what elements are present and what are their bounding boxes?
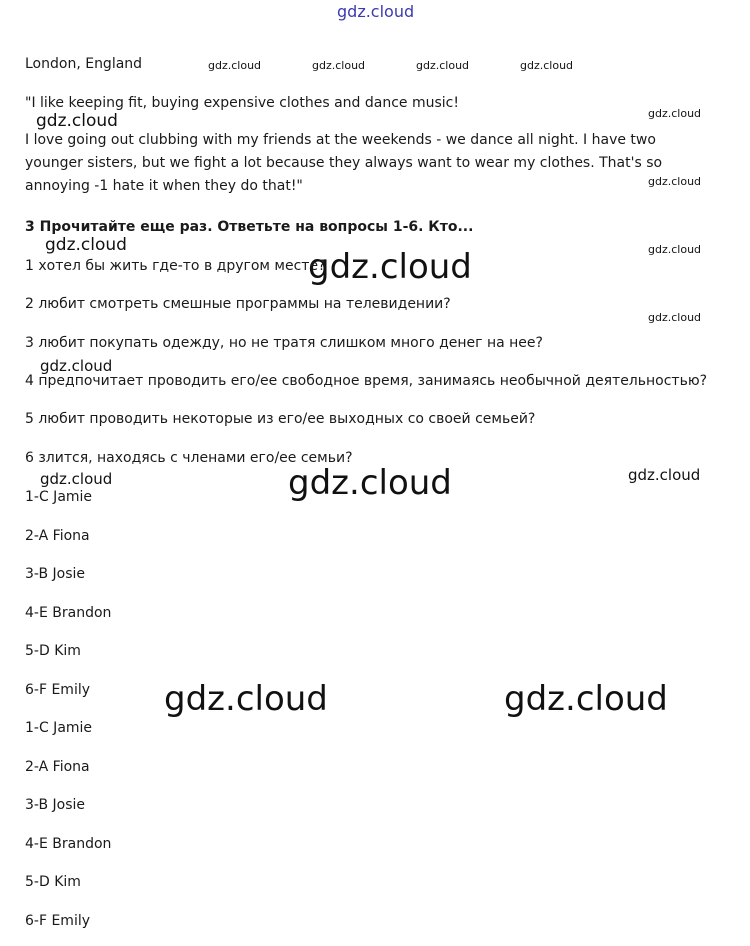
answer-item: 5-D Kim [25, 874, 81, 890]
watermark: gdz.cloud [520, 59, 574, 72]
answer-item: 6-F Emily [25, 682, 91, 698]
question-5: 5 любит проводить некоторые из его/ее выходных со своей семьей? [25, 411, 536, 427]
watermark-large: gdz.cloud [288, 463, 452, 503]
location-line: London, England [25, 56, 143, 72]
watermark: gdz.cloud [648, 107, 702, 120]
question-1: 1 хотел бы жить где-то в другом месте? [25, 258, 326, 274]
watermark: gdz.cloud [45, 235, 127, 255]
watermark: gdz.cloud [648, 311, 702, 324]
question-4: 4 предпочитает проводить его/ее свободное время, занимаясь необычной деятельностью? [25, 373, 708, 389]
watermark: gdz.cloud [416, 59, 470, 72]
watermark-large: gdz.cloud [308, 247, 472, 287]
answer-item: 4-E Brandon [25, 605, 112, 621]
question-3: 3 любит покупать одежду, но не тратя слишком много денег на нее? [25, 335, 543, 351]
watermark: gdz.cloud [648, 175, 702, 188]
watermark: gdz.cloud [628, 466, 701, 484]
watermark: gdz.cloud [40, 357, 113, 375]
question-6: 6 злится, находясь с членами его/ее семьи? [25, 450, 353, 466]
answer-item: 2-A Fiona [25, 528, 90, 544]
quote-first-line: "I like keeping fit, buying expensive clothes and dance music! [25, 95, 459, 111]
watermark: gdz.cloud [648, 243, 702, 256]
watermark: gdz.cloud [40, 470, 113, 488]
answer-item: 6-F Emily [25, 913, 91, 929]
watermark-large: gdz.cloud [164, 679, 328, 719]
watermark-top: gdz.cloud [337, 2, 415, 21]
quote-body: I love going out clubbing with my friends at the weekends - we dance all night. I have two younger sisters, but we fight a lot because they always want to wear my clothes. That's so annoying -1 hate it when they do that!" [25, 132, 663, 194]
answer-item: 3-B Josie [25, 566, 86, 582]
watermark-large: gdz.cloud [504, 679, 668, 719]
answer-item: 2-A Fiona [25, 759, 90, 775]
question-2: 2 любит смотреть смешные программы на телевидении? [25, 296, 451, 312]
answer-item: 1-C Jamie [25, 489, 93, 505]
watermark: gdz.cloud [312, 59, 366, 72]
answer-item: 3-B Josie [25, 797, 86, 813]
answer-item: 5-D Kim [25, 643, 81, 659]
watermark: gdz.cloud [208, 59, 262, 72]
watermark: gdz.cloud [36, 111, 118, 131]
task-heading: 3 Прочитайте еще раз. Ответьте на вопросы 1-6. Кто... [25, 219, 474, 235]
answer-item: 1-C Jamie [25, 720, 93, 736]
answer-item: 4-E Brandon [25, 836, 112, 852]
